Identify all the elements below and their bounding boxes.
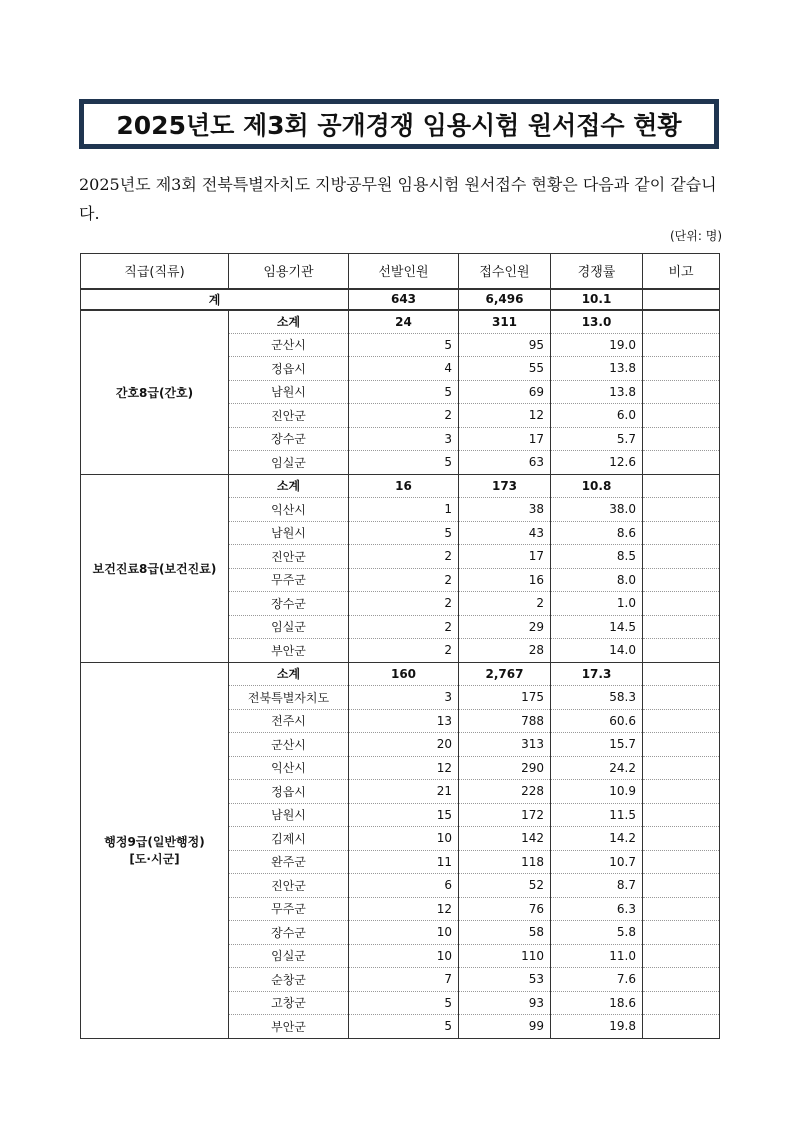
- agency-cell: 진안군: [229, 404, 349, 428]
- note-cell: [643, 921, 720, 945]
- note-cell: [643, 733, 720, 757]
- recruitment-table: [80, 253, 720, 1039]
- page-title: 2025년도 제3회 공개경쟁 임용시험 원서접수 현황: [116, 111, 682, 140]
- selected-cell: 10: [349, 921, 459, 945]
- note-cell: [643, 850, 720, 874]
- ratio-cell: 13.8: [551, 380, 643, 404]
- ratio-cell: 13.8: [551, 357, 643, 381]
- selected-cell: 12: [349, 756, 459, 780]
- ratio-cell: 5.8: [551, 921, 643, 945]
- selected-cell: 3: [349, 427, 459, 451]
- applied-cell: 118: [459, 850, 551, 874]
- applied-cell: 290: [459, 756, 551, 780]
- note-cell: [643, 521, 720, 545]
- note-cell: [643, 357, 720, 381]
- agency-cell: 군산시: [229, 733, 349, 757]
- selected-cell: 5: [349, 380, 459, 404]
- agency-cell: 무주군: [229, 568, 349, 592]
- total-ratio: 10.1: [551, 289, 643, 310]
- ratio-cell: 19.0: [551, 333, 643, 357]
- header-note: 비고: [643, 254, 720, 289]
- ratio-cell: 1.0: [551, 592, 643, 616]
- applied-cell: 17: [459, 545, 551, 569]
- ratio-cell: 10.8: [551, 474, 643, 498]
- selected-cell: 2: [349, 404, 459, 428]
- ratio-cell: 8.7: [551, 874, 643, 898]
- ratio-cell: 24.2: [551, 756, 643, 780]
- note-cell: [643, 615, 720, 639]
- applied-cell: 16: [459, 568, 551, 592]
- agency-cell: 남원시: [229, 803, 349, 827]
- applied-cell: 99: [459, 1015, 551, 1039]
- ratio-cell: 14.5: [551, 615, 643, 639]
- title-box: [79, 99, 719, 149]
- applied-cell: 76: [459, 897, 551, 921]
- note-cell: [643, 874, 720, 898]
- applied-cell: 313: [459, 733, 551, 757]
- agency-cell: 장수군: [229, 921, 349, 945]
- ratio-cell: 38.0: [551, 498, 643, 522]
- selected-cell: 11: [349, 850, 459, 874]
- agency-cell: 정읍시: [229, 780, 349, 804]
- header-applied: 접수인원: [459, 254, 551, 289]
- applied-cell: 110: [459, 944, 551, 968]
- ratio-cell: 7.6: [551, 968, 643, 992]
- total-note: [643, 289, 720, 310]
- selected-cell: 2: [349, 615, 459, 639]
- applied-cell: 228: [459, 780, 551, 804]
- applied-cell: 69: [459, 380, 551, 404]
- ratio-cell: 11.5: [551, 803, 643, 827]
- agency-cell: 정읍시: [229, 357, 349, 381]
- selected-cell: 20: [349, 733, 459, 757]
- ratio-cell: 11.0: [551, 944, 643, 968]
- selected-cell: 10: [349, 827, 459, 851]
- selected-cell: 6: [349, 874, 459, 898]
- note-cell: [643, 1015, 720, 1039]
- selected-cell: 5: [349, 521, 459, 545]
- agency-cell: 임실군: [229, 615, 349, 639]
- applied-cell: 142: [459, 827, 551, 851]
- ratio-cell: 58.3: [551, 686, 643, 710]
- ratio-cell: 5.7: [551, 427, 643, 451]
- note-cell: [643, 991, 720, 1015]
- agency-cell: 장수군: [229, 592, 349, 616]
- ratio-cell: 13.0: [551, 310, 643, 334]
- agency-cell: 전주시: [229, 709, 349, 733]
- selected-cell: 7: [349, 968, 459, 992]
- applied-cell: 788: [459, 709, 551, 733]
- agency-cell: 부안군: [229, 1015, 349, 1039]
- note-cell: [643, 686, 720, 710]
- ratio-cell: 8.5: [551, 545, 643, 569]
- note-cell: [643, 639, 720, 663]
- note-cell: [643, 944, 720, 968]
- note-cell: [643, 803, 720, 827]
- header-ratio: 경쟁률: [551, 254, 643, 289]
- agency-cell: 소계: [229, 662, 349, 686]
- applied-cell: 2,767: [459, 662, 551, 686]
- total-row: [81, 289, 720, 310]
- agency-cell: 진안군: [229, 874, 349, 898]
- note-cell: [643, 427, 720, 451]
- ratio-cell: 12.6: [551, 451, 643, 475]
- agency-cell: 장수군: [229, 427, 349, 451]
- applied-cell: 95: [459, 333, 551, 357]
- ratio-cell: 10.7: [551, 850, 643, 874]
- note-cell: [643, 451, 720, 475]
- note-cell: [643, 380, 720, 404]
- total-applied: 6,496: [459, 289, 551, 310]
- note-cell: [643, 333, 720, 357]
- agency-cell: 군산시: [229, 333, 349, 357]
- selected-cell: 2: [349, 568, 459, 592]
- agency-cell: 임실군: [229, 451, 349, 475]
- applied-cell: 172: [459, 803, 551, 827]
- note-cell: [643, 474, 720, 498]
- agency-cell: 남원시: [229, 380, 349, 404]
- applied-cell: 58: [459, 921, 551, 945]
- note-cell: [643, 897, 720, 921]
- ratio-cell: 6.3: [551, 897, 643, 921]
- ratio-cell: 15.7: [551, 733, 643, 757]
- agency-cell: 김제시: [229, 827, 349, 851]
- note-cell: [643, 780, 720, 804]
- selected-cell: 5: [349, 333, 459, 357]
- agency-cell: 완주군: [229, 850, 349, 874]
- agency-cell: 고창군: [229, 991, 349, 1015]
- applied-cell: 52: [459, 874, 551, 898]
- note-cell: [643, 310, 720, 334]
- ratio-cell: 18.6: [551, 991, 643, 1015]
- header-row: [81, 254, 720, 289]
- applied-cell: 63: [459, 451, 551, 475]
- unit-label: (단위: 명): [670, 229, 722, 243]
- applied-cell: 28: [459, 639, 551, 663]
- applied-cell: 93: [459, 991, 551, 1015]
- note-cell: [643, 756, 720, 780]
- agency-cell: 진안군: [229, 545, 349, 569]
- selected-cell: 2: [349, 545, 459, 569]
- agency-cell: 익산시: [229, 498, 349, 522]
- applied-cell: 175: [459, 686, 551, 710]
- selected-cell: 5: [349, 451, 459, 475]
- agency-cell: 무주군: [229, 897, 349, 921]
- applied-cell: 38: [459, 498, 551, 522]
- applied-cell: 12: [459, 404, 551, 428]
- note-cell: [643, 968, 720, 992]
- applied-cell: 43: [459, 521, 551, 545]
- selected-cell: 12: [349, 897, 459, 921]
- selected-cell: 5: [349, 1015, 459, 1039]
- selected-cell: 5: [349, 991, 459, 1015]
- selected-cell: 21: [349, 780, 459, 804]
- ratio-cell: 14.0: [551, 639, 643, 663]
- ratio-cell: 8.6: [551, 521, 643, 545]
- agency-cell: 순창군: [229, 968, 349, 992]
- total-selected: 643: [349, 289, 459, 310]
- selected-cell: 13: [349, 709, 459, 733]
- agency-cell: 소계: [229, 474, 349, 498]
- selected-cell: 4: [349, 357, 459, 381]
- grade-cell: 간호8급(간호): [81, 310, 229, 475]
- intro-text: 2025년도 제3회 전북특별자치도 지방공무원 임용시험 원서접수 현황은 다음과 같이 같습니다.: [79, 175, 717, 223]
- subtotal-row: [81, 662, 720, 686]
- grade-cell: 행정9급(일반행정) [도·시군]: [81, 662, 229, 1038]
- grade-cell: 보건진료8급(보건진료): [81, 474, 229, 662]
- applied-cell: 53: [459, 968, 551, 992]
- selected-cell: 2: [349, 592, 459, 616]
- selected-cell: 10: [349, 944, 459, 968]
- note-cell: [643, 827, 720, 851]
- selected-cell: 1: [349, 498, 459, 522]
- table-body: [81, 289, 720, 1039]
- total-label: 계: [81, 289, 349, 310]
- applied-cell: 55: [459, 357, 551, 381]
- selected-cell: 15: [349, 803, 459, 827]
- ratio-cell: 8.0: [551, 568, 643, 592]
- applied-cell: 311: [459, 310, 551, 334]
- note-cell: [643, 709, 720, 733]
- subtotal-row: [81, 310, 720, 334]
- applied-cell: 173: [459, 474, 551, 498]
- subtotal-row: [81, 474, 720, 498]
- selected-cell: 16: [349, 474, 459, 498]
- ratio-cell: 6.0: [551, 404, 643, 428]
- header-grade: 직급(직류): [81, 254, 229, 289]
- agency-cell: 남원시: [229, 521, 349, 545]
- note-cell: [643, 404, 720, 428]
- note-cell: [643, 545, 720, 569]
- note-cell: [643, 592, 720, 616]
- ratio-cell: 10.9: [551, 780, 643, 804]
- note-cell: [643, 662, 720, 686]
- ratio-cell: 60.6: [551, 709, 643, 733]
- agency-cell: 임실군: [229, 944, 349, 968]
- agency-cell: 전북특별자치도: [229, 686, 349, 710]
- ratio-cell: 19.8: [551, 1015, 643, 1039]
- selected-cell: 24: [349, 310, 459, 334]
- applied-cell: 2: [459, 592, 551, 616]
- selected-cell: 2: [349, 639, 459, 663]
- header-selected: 선발인원: [349, 254, 459, 289]
- note-cell: [643, 498, 720, 522]
- header-agency: 임용기관: [229, 254, 349, 289]
- note-cell: [643, 568, 720, 592]
- ratio-cell: 14.2: [551, 827, 643, 851]
- applied-cell: 29: [459, 615, 551, 639]
- agency-cell: 소계: [229, 310, 349, 334]
- agency-cell: 익산시: [229, 756, 349, 780]
- ratio-cell: 17.3: [551, 662, 643, 686]
- agency-cell: 부안군: [229, 639, 349, 663]
- selected-cell: 160: [349, 662, 459, 686]
- applied-cell: 17: [459, 427, 551, 451]
- selected-cell: 3: [349, 686, 459, 710]
